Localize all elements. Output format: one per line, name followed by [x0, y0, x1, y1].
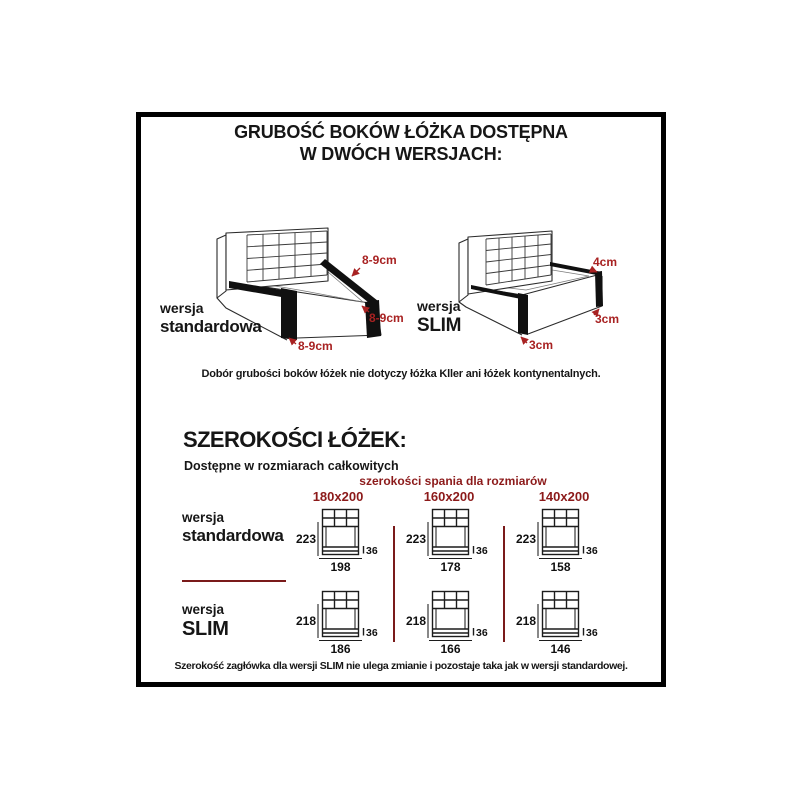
standard-version-label-top: wersja: [160, 300, 204, 316]
length-dim: 223: [515, 532, 536, 546]
size-diagram-slim-140x200: [512, 588, 612, 666]
bed-top-view: [318, 510, 364, 559]
size-diagram-standard-180x200: [292, 506, 392, 584]
width-dim: 166: [440, 642, 461, 656]
slim-bed-illustration: [456, 226, 628, 354]
length-dim: 218: [405, 614, 426, 628]
bed-top-view: [538, 592, 584, 641]
width-dim: 158: [550, 560, 571, 574]
length-dim: 223: [295, 532, 316, 546]
size-diagram-slim-160x200: [402, 588, 502, 666]
row-label-slim-top: wersja: [182, 602, 225, 617]
column-divider-left: [393, 526, 395, 642]
dim-label-top: 8-9cm: [362, 253, 397, 267]
dim-label-side: 3cm: [595, 312, 620, 326]
size-diagram-standard-160x200: [402, 506, 502, 584]
bed-top-view: [318, 592, 364, 641]
column-header-160x200: 160x200: [423, 489, 475, 504]
dim-arrow-top: [352, 268, 360, 276]
dim-label-top: 4cm: [593, 255, 618, 269]
bed-top-view: [428, 592, 474, 641]
headboard-note: Szerokość zagłówka dla wersji SLIM nie ulega zmianie i pozostaje taka jak w wersji standardowej.: [174, 660, 628, 672]
dim-label-side: 8-9cm: [369, 311, 404, 325]
row-label-slim: [182, 602, 229, 641]
row-label-standard: [182, 510, 284, 545]
sleep-widths-caption: szerokości spania dla rozmiarów: [359, 474, 547, 488]
slim-version-label-bottom: SLIM: [417, 314, 462, 336]
width-dim: 198: [330, 560, 351, 574]
size-diagram-slim-180x200: [292, 588, 392, 666]
front-corner-post: [281, 288, 297, 340]
length-dim: 218: [295, 614, 316, 628]
page-title-line2: W DWÓCH WERSJACH:: [299, 144, 503, 164]
thickness-note: Dobór grubości boków łóżek nie dotyczy łóżka Kller ani łóżek kontynentalnych.: [201, 368, 601, 380]
column-divider-right: [503, 526, 505, 642]
foot-dim: 36: [476, 545, 488, 557]
foot-dim: 36: [586, 627, 598, 639]
row-label-standard-bottom: standardowa: [182, 525, 284, 545]
page-title: [136, 121, 666, 165]
bed-top-view: [428, 510, 474, 559]
row-separator-line: [182, 580, 286, 582]
standard-version-label-bottom: standardowa: [160, 316, 262, 336]
page-title-line1: GRUBOŚĆ BOKÓW ŁÓŻKA DOSTĘPNA: [234, 122, 568, 142]
width-dim: 146: [550, 642, 571, 656]
widths-section-subtitle: Dostępne w rozmiarach całkowitych: [184, 459, 399, 473]
front-corner-post: [518, 293, 528, 335]
foot-dim: 36: [586, 545, 598, 557]
widths-section-title: SZEROKOŚCI ŁÓŻEK:: [183, 427, 407, 452]
right-corner-post: [595, 271, 603, 307]
slim-version-label: [417, 299, 461, 336]
bed-top-view: [538, 510, 584, 559]
width-dim: 178: [440, 560, 461, 574]
column-header-140x200: 140x200: [538, 489, 590, 504]
foot-dim: 36: [476, 627, 488, 639]
dim-arrow-front: [521, 337, 527, 343]
size-diagram-standard-140x200: [512, 506, 612, 584]
width-dim: 186: [330, 642, 351, 656]
row-label-slim-bottom: SLIM: [182, 617, 229, 640]
slim-version-label-top: wersja: [417, 298, 461, 314]
length-dim: 218: [515, 614, 536, 628]
foot-dim: 36: [366, 627, 378, 639]
column-header-180x200: 180x200: [312, 489, 364, 504]
dim-label-front: 3cm: [529, 338, 554, 352]
dim-label-front: 8-9cm: [298, 339, 333, 353]
standard-version-label: [160, 301, 262, 336]
foot-dim: 36: [366, 545, 378, 557]
row-label-standard-top: wersja: [182, 510, 225, 525]
length-dim: 223: [405, 532, 426, 546]
